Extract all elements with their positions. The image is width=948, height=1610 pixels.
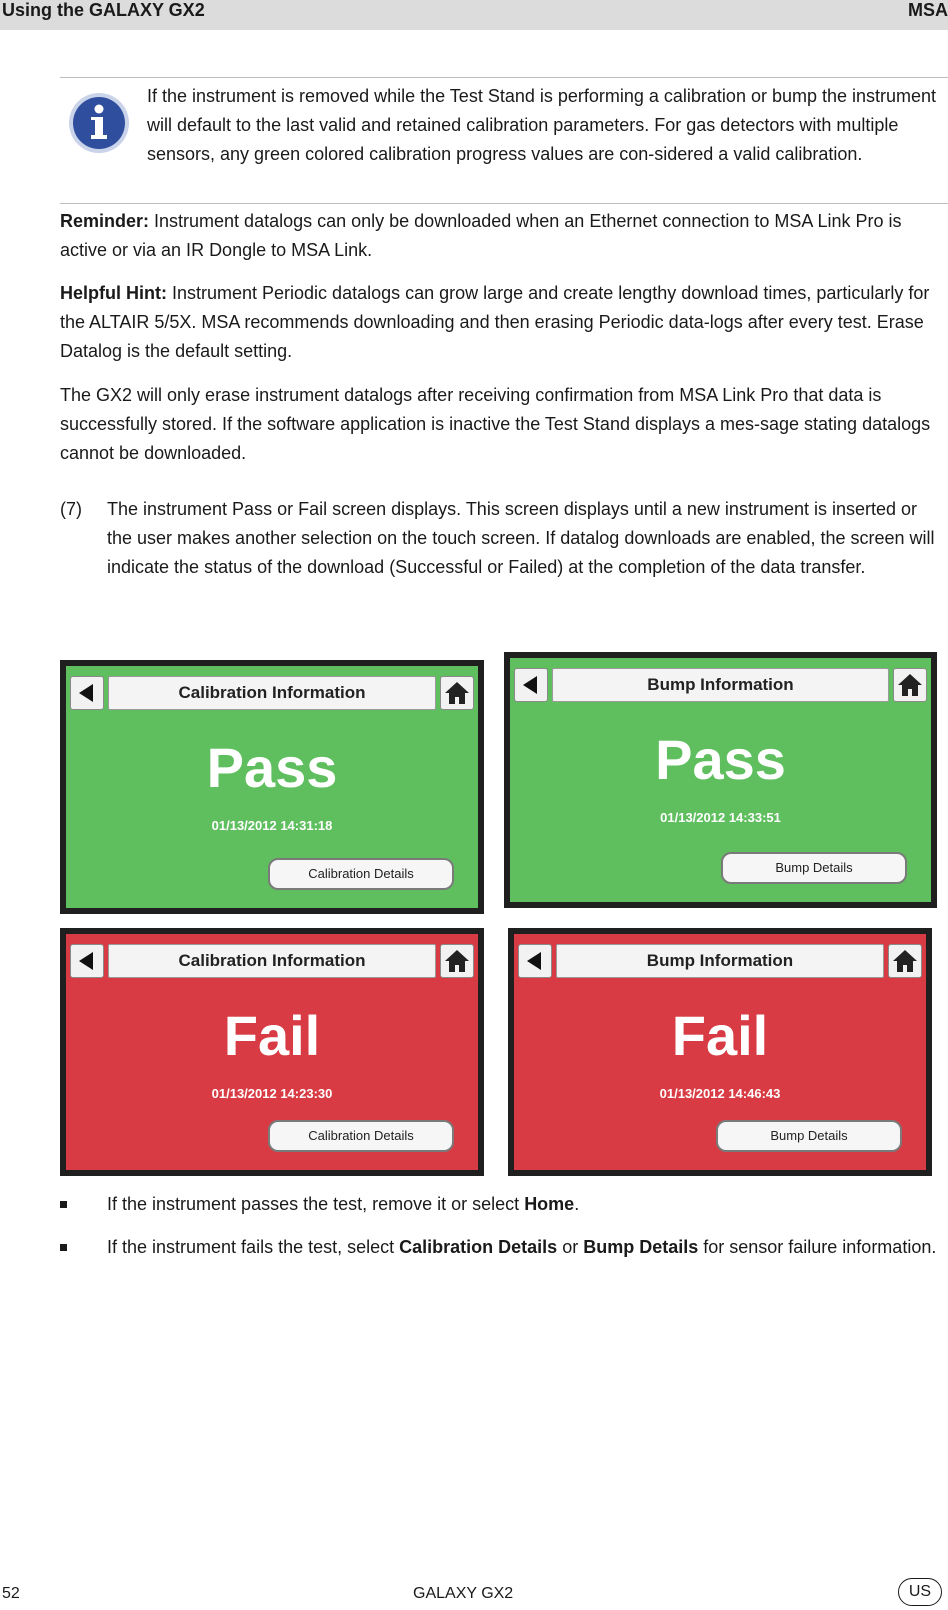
timestamp: 01/13/2012 14:31:18 [211,818,333,833]
back-button[interactable] [518,944,552,978]
gx2-paragraph: The GX2 will only erase instrument datalogs after receiving confirmation from MSA Link Pro that data is successfully stored. If the software application is inactive the Test Stand displays a mes-sage stating datalogs cannot be downloaded. [60,385,931,463]
back-arrow-icon [519,945,551,977]
bullet-text: If the instrument passes the test, remove it or select Home. [107,1194,580,1214]
home-icon [441,677,473,709]
back-arrow-icon [515,669,547,701]
result-text: Fail [671,1004,769,1067]
bullet-text: If the instrument fails the test, select Calibration Details or Bump Details for sensor failure information. [107,1237,937,1257]
hint-text: Instrument Periodic datalogs can grow large and create lengthy download times, particularly for the ALTAIR 5/5X. MSA recommends downloading and then erasing Periodic data-logs after every test. Erase Datalog is the default setting. [60,283,930,361]
back-button[interactable] [70,676,104,710]
header-section-title: Using the GALAXY GX2 [2,0,205,20]
calibration-details-button[interactable]: Calibration Details [268,858,454,890]
screen-title: Calibration Information [108,944,436,978]
hint-paragraph [60,279,948,366]
timestamp: 01/13/2012 14:23:30 [211,1086,333,1101]
info-icon [68,92,130,154]
back-arrow-icon [71,945,103,977]
timestamp: 01/13/2012 14:46:43 [659,1086,781,1101]
screen-calibration-pass [60,660,484,914]
result-text: Pass [206,736,338,799]
back-button[interactable] [514,668,548,702]
home-icon [889,945,921,977]
back-arrow-icon [71,677,103,709]
reminder-label: Reminder: [60,211,150,231]
hint-label: Helpful Hint: [60,283,167,303]
region-badge: US [898,1578,942,1606]
screen-bump-fail [508,928,932,1176]
home-icon [441,945,473,977]
screen-title: Bump Information [552,668,889,702]
screen-title: Calibration Information [108,676,436,710]
bullet-square-icon [60,1244,67,1251]
screen-title: Bump Information [556,944,884,978]
page-header [0,0,948,30]
header-brand: MSA [908,0,948,20]
home-button[interactable] [893,668,927,702]
note-text: If the instrument is removed while the Test Stand is performing a calibration or bump the instrument will default to the last valid and retained calibration parameters. For gas detectors with multiple sensors, any green colored calibration progress values are con-sidered a valid calibration. [147,86,937,164]
bump-details-button[interactable]: Bump Details [716,1120,902,1152]
home-button[interactable] [440,944,474,978]
calibration-details-button[interactable]: Calibration Details [268,1120,454,1152]
info-note [60,77,948,204]
page-number: 52 [2,1585,20,1602]
step-number: (7) [60,499,82,519]
home-icon [894,669,926,701]
footer-title: GALAXY GX2 [413,1585,514,1602]
home-button[interactable] [440,676,474,710]
result-text: Pass [655,728,786,791]
result-text: Fail [223,1004,321,1067]
step-text: The instrument Pass or Fail screen displays. This screen displays until a new instrument is inserted or the user makes another selection on the touch screen. If datalog downloads are enabled, the screen will indicate the status of the download (Successful or Failed) at the completion of the data transfer. [107,499,935,577]
screen-bump-pass [504,652,937,908]
screen-calibration-fail [60,928,484,1176]
reminder-paragraph [60,207,948,265]
back-button[interactable] [70,944,104,978]
bullet-square-icon [60,1201,67,1208]
home-button[interactable] [888,944,922,978]
timestamp: 01/13/2012 14:33:51 [660,810,781,825]
reminder-text: Instrument datalogs can only be downloaded when an Ethernet connection to MSA Link Pro is active or via an IR Dongle to MSA Link. [60,211,902,260]
bump-details-button[interactable]: Bump Details [721,852,907,884]
